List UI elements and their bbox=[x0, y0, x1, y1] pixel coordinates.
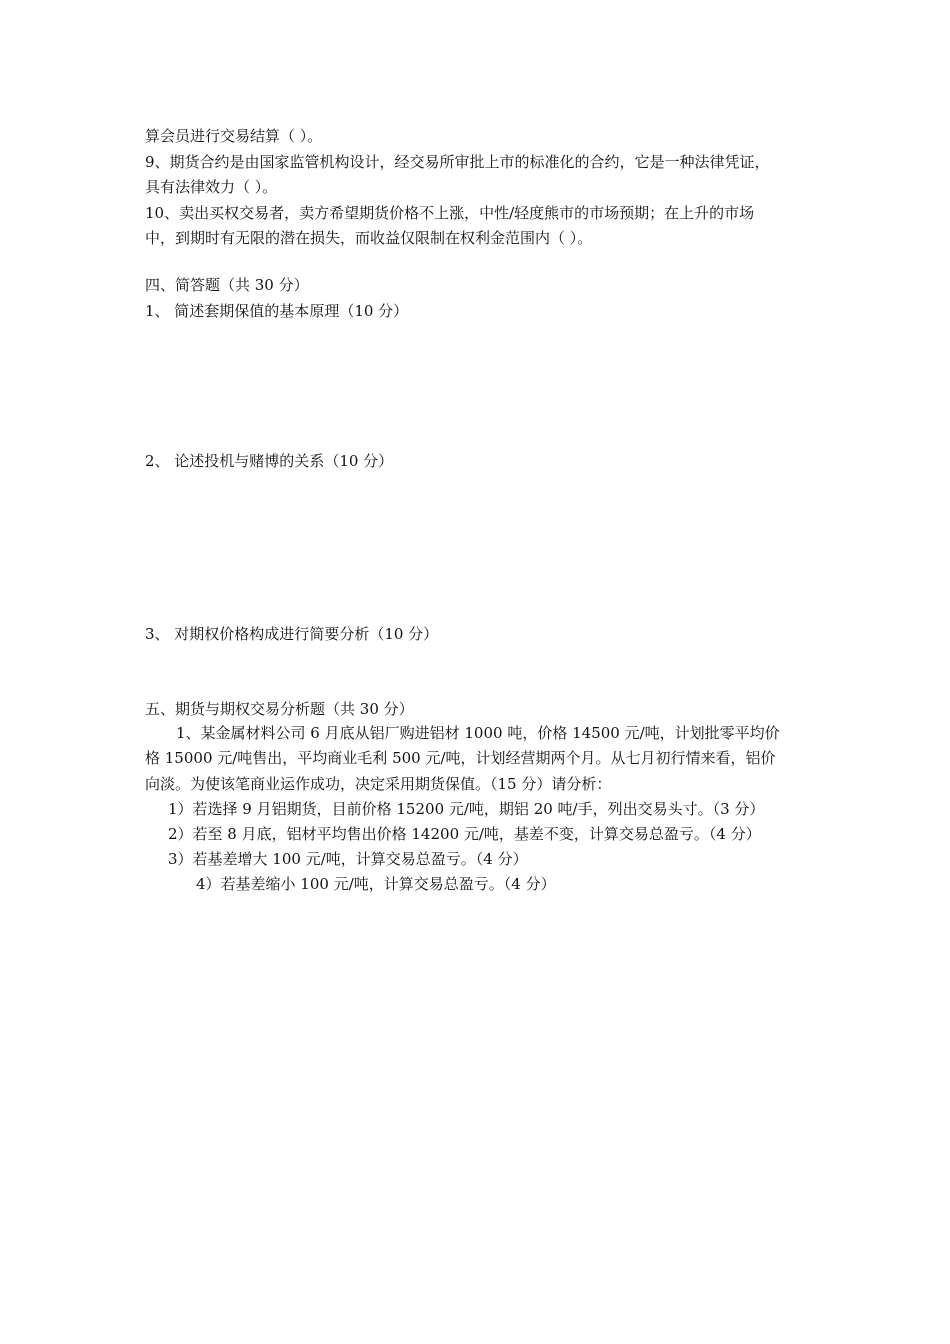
question-9-line-1: 9、期货合约是由国家监管机构设计，经交易所审批上市的标准化的合约，它是一种法律凭证， bbox=[145, 153, 770, 171]
analysis-problem-line-2: 格 15000 元/吨售出，平均商业毛利 500 元/吨，计划经营期两个月。从七月初行情来看，铝价 bbox=[145, 749, 776, 767]
sub-question-1: 1）若选择 9 月铝期货，目前价格 15200 元/吨，期铝 20 吨/手，列出交易头寸。（3 分） bbox=[168, 800, 765, 818]
sub-question-2: 2）若至 8 月底，铝材平均售出价格 14200 元/吨，基差不变，计算交易总盈亏。（4 分） bbox=[168, 825, 761, 843]
section-4-heading: 四、简答题（共 30 分） bbox=[145, 276, 309, 294]
sub-question-3: 3）若基差增大 100 元/吨，计算交易总盈亏。（4 分） bbox=[168, 850, 528, 868]
section-5-heading: 五、期货与期权交易分析题（共 30 分） bbox=[145, 700, 414, 718]
question-10-line-2: 中，到期时有无限的潜在损失，而收益仅限制在权利金范围内（ ）。 bbox=[145, 229, 593, 247]
question-8-tail: 算会员进行交易结算（ ）。 bbox=[145, 127, 323, 145]
question-9-line-2: 具有法律效力（ ）。 bbox=[145, 178, 278, 196]
short-answer-question-2: 2、 论述投机与赌博的关系（10 分） bbox=[145, 452, 394, 470]
sub-question-4: 4）若基差缩小 100 元/吨，计算交易总盈亏。（4 分） bbox=[196, 875, 556, 893]
question-10-line-1: 10、卖出买权交易者，卖方希望期货价格不上涨，中性/轻度熊市的市场预期；在上升的市场 bbox=[145, 204, 755, 222]
short-answer-question-3: 3、 对期权价格构成进行简要分析（10 分） bbox=[145, 625, 439, 643]
analysis-problem-line-3: 向淡。为使该笔商业运作成功，决定采用期货保值。（15 分）请分析： bbox=[145, 775, 612, 793]
analysis-problem-line-1: 1、某金属材料公司 6 月底从铝厂购进铝材 1000 吨，价格 14500 元/吨，计划批零平均价 bbox=[176, 724, 780, 742]
short-answer-question-1: 1、 简述套期保值的基本原理（10 分） bbox=[145, 302, 409, 320]
